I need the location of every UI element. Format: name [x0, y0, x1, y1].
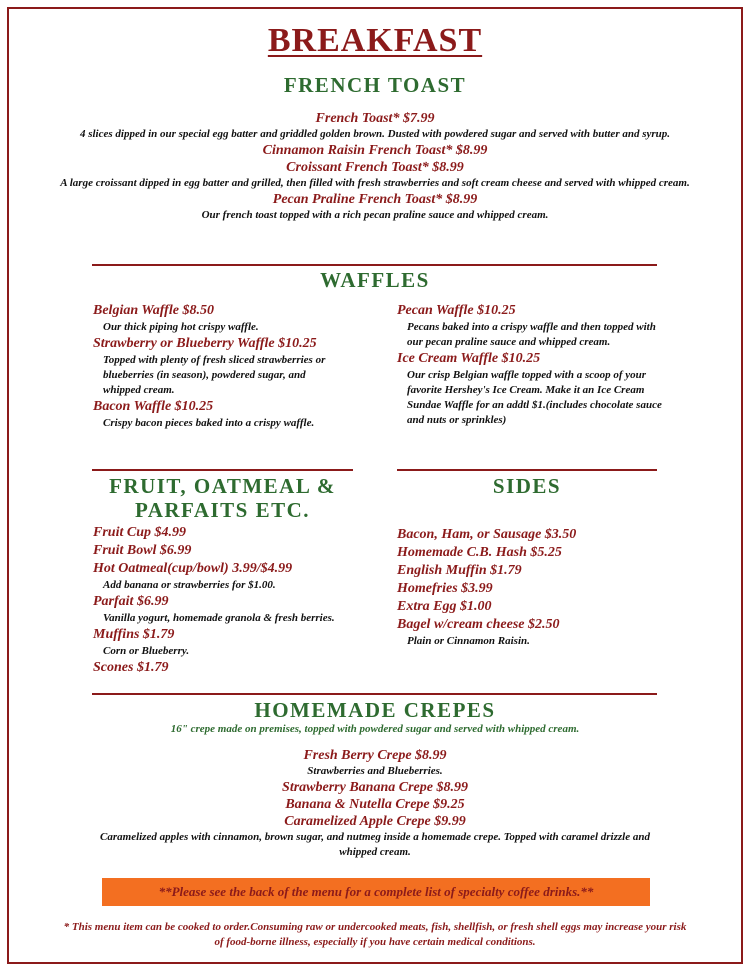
- menu-item-name: Caramelized Apple Crepe $9.99: [284, 814, 466, 829]
- crepes-section: [60, 723, 690, 860]
- menu-item-name: Fresh Berry Crepe $8.99: [303, 748, 447, 763]
- sides-heading: SIDES: [492, 474, 562, 498]
- menu-item-desc: Topped with plenty of fresh sliced strawberries or blueberries (in season), powdered sugar, and whipped cream.: [103, 354, 326, 396]
- menu-item-name: Hot Oatmeal(cup/bowl) 3.99/$4.99: [93, 561, 293, 576]
- french-toast-section: [60, 110, 690, 223]
- menu-item-name: Ice Cream Waffle $10.25: [397, 351, 541, 366]
- fruit-column: [93, 524, 353, 677]
- menu-item-desc: Corn or Blueberry.: [103, 645, 190, 657]
- menu-item-name: Pecan Waffle $10.25: [397, 303, 516, 318]
- menu-item-desc: Crispy bacon pieces baked into a crispy waffle.: [103, 417, 315, 429]
- menu-item-name: Belgian Waffle $8.50: [93, 303, 214, 318]
- waffles-heading: WAFFLES: [320, 268, 430, 292]
- menu-item-desc: Add banana or strawberries for $1.00.: [103, 579, 276, 591]
- waffles-left-column: [93, 302, 343, 431]
- menu-item-desc: Plain or Cinnamon Raisin.: [407, 635, 530, 647]
- menu-item-desc: Pecans baked into a crispy waffle and then topped with our pecan praline sauce and whipped cream.: [407, 321, 656, 348]
- menu-item-name: Extra Egg $1.00: [397, 599, 492, 614]
- menu-item-name: Banana & Nutella Crepe $9.25: [285, 797, 465, 812]
- menu-item-desc: Vanilla yogurt, homemade granola & fresh berries.: [103, 612, 335, 624]
- crepes-intro: 16" crepe made on premises, topped with powdered sugar and served with whipped cream.: [170, 723, 580, 735]
- sides-column: [397, 526, 662, 649]
- menu-item-desc: A large croissant dipped in egg batter and grilled, then filled with fresh strawberries and soft cream cheese and served with whipped cream.: [60, 177, 690, 189]
- menu-item-desc: Our thick piping hot crispy waffle.: [103, 321, 259, 333]
- menu-item-name: Bagel w/cream cheese $2.50: [397, 617, 560, 632]
- menu-item-name: Homemade C.B. Hash $5.25: [397, 545, 562, 560]
- menu-item-desc: Caramelized apples with cinnamon, brown sugar, and nutmeg inside a homemade crepe. Topped with caramel drizzle and whipped cream.: [100, 831, 650, 858]
- menu-item-name: Parfait $6.99: [93, 594, 169, 609]
- french-toast-heading: FRENCH TOAST: [283, 73, 467, 97]
- menu-item-name: Croissant French Toast* $8.99: [286, 160, 464, 175]
- menu-item-name: Fruit Bowl $6.99: [93, 543, 192, 558]
- crepes-heading: HOMEMADE CREPES: [254, 698, 496, 722]
- menu-item-desc: Our crisp Belgian waffle topped with a scoop of your favorite Hershey's Ice Cream. Make it an Ice Cream Sundae Waffle for an addtl $1.(includes chocolate sauce and nuts or sprinkles): [407, 369, 662, 426]
- allergy-footnote: * This menu item can be cooked to order.Consuming raw or undercooked meats, fish, shellfish, or fresh shell eggs may increase your risk of food-borne illness, especially if you have certain medical conditions.: [63, 921, 687, 948]
- divider: [397, 469, 657, 471]
- menu-item-name: Strawberry or Blueberry Waffle $10.25: [93, 336, 317, 351]
- divider: [92, 693, 657, 695]
- menu-item-name: Scones $1.79: [93, 660, 169, 675]
- menu-item-name: Bacon, Ham, or Sausage $3.50: [397, 527, 577, 542]
- waffles-right-column: [397, 302, 662, 428]
- menu-item-name: Fruit Cup $4.99: [93, 525, 186, 540]
- menu-item-name: English Muffin $1.79: [397, 563, 522, 578]
- coffee-notice-banner: **Please see the back of the menu for a complete list of specialty coffee drinks.**: [102, 878, 650, 906]
- menu-item-name: Cinnamon Raisin French Toast* $8.99: [262, 143, 488, 158]
- menu-item-name: Homefries $3.99: [397, 581, 493, 596]
- menu-item-name: Strawberry Banana Crepe $8.99: [282, 780, 468, 795]
- divider: [92, 264, 657, 266]
- menu-item-name: Pecan Praline French Toast* $8.99: [272, 192, 478, 207]
- fruit-heading: FRUIT, OATMEAL & PARFAITS ETC.: [109, 474, 336, 522]
- menu-item-name: Muffins $1.79: [93, 627, 175, 642]
- divider: [92, 469, 353, 471]
- menu-item-name: Bacon Waffle $10.25: [93, 399, 214, 414]
- menu-item-desc: 4 slices dipped in our special egg batter and griddled golden brown. Dusted with powdered sugar and served with butter and syrup.: [79, 128, 671, 140]
- menu-item-desc: Our french toast topped with a rich pecan praline sauce and whipped cream.: [201, 209, 549, 221]
- menu-item-desc: Strawberries and Blueberries.: [307, 765, 443, 777]
- menu-title: BREAKFAST: [267, 22, 483, 59]
- menu-item-name: French Toast* $7.99: [315, 111, 435, 126]
